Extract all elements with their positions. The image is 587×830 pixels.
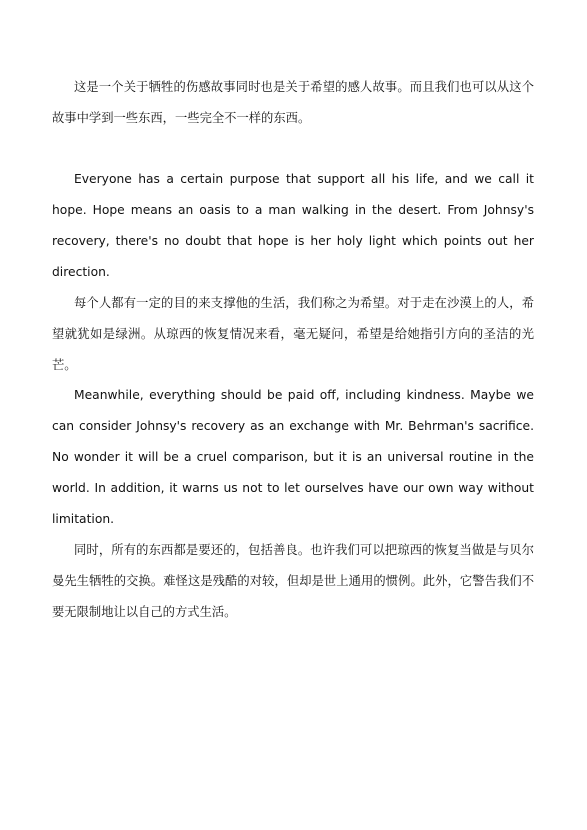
paragraph-1-chinese: 这是一个关于牺牲的伤感故事同时也是关于希望的感人故事。而且我们也可以从这个故事中学到一些东西，一些完全不一样的东西。 <box>52 80 534 125</box>
paragraph-3-chinese: 每个人都有一定的目的来支撑他的生活，我们称之为希望。对于走在沙漠上的人，希望就犹如是绿洲。从琼西的恢复情况来看，毫无疑问，希望是给她指引方向的圣洁的光芒。 <box>52 296 534 372</box>
paragraph-2-english: Everyone has a certain purpose that support all his life, and we call it hope. Hope means an oasis to a man walking in the desert. From Johnsy's recovery, there's no doubt that hope is her holy light which points out her direction. <box>52 172 534 279</box>
paragraph-5-chinese: 同时，所有的东西都是要还的，包括善良。也许我们可以把琼西的恢复当做是与贝尔曼先生牺牲的交换。难怪这是残酷的对较，但却是世上通用的惯例。此外，它警告我们不要无限制地让以自己的方式生活。 <box>52 543 534 619</box>
paragraph-4-english: Meanwhile, everything should be paid off, including kindness. Maybe we can consider Johnsy's recovery as an exchange with Mr. Behrman's sacrifice. No wonder it will be a cruel comparison, but it is an universal routine in the world. In addition, it warns us not to let ourselves have our own way without limitation. <box>52 388 534 526</box>
